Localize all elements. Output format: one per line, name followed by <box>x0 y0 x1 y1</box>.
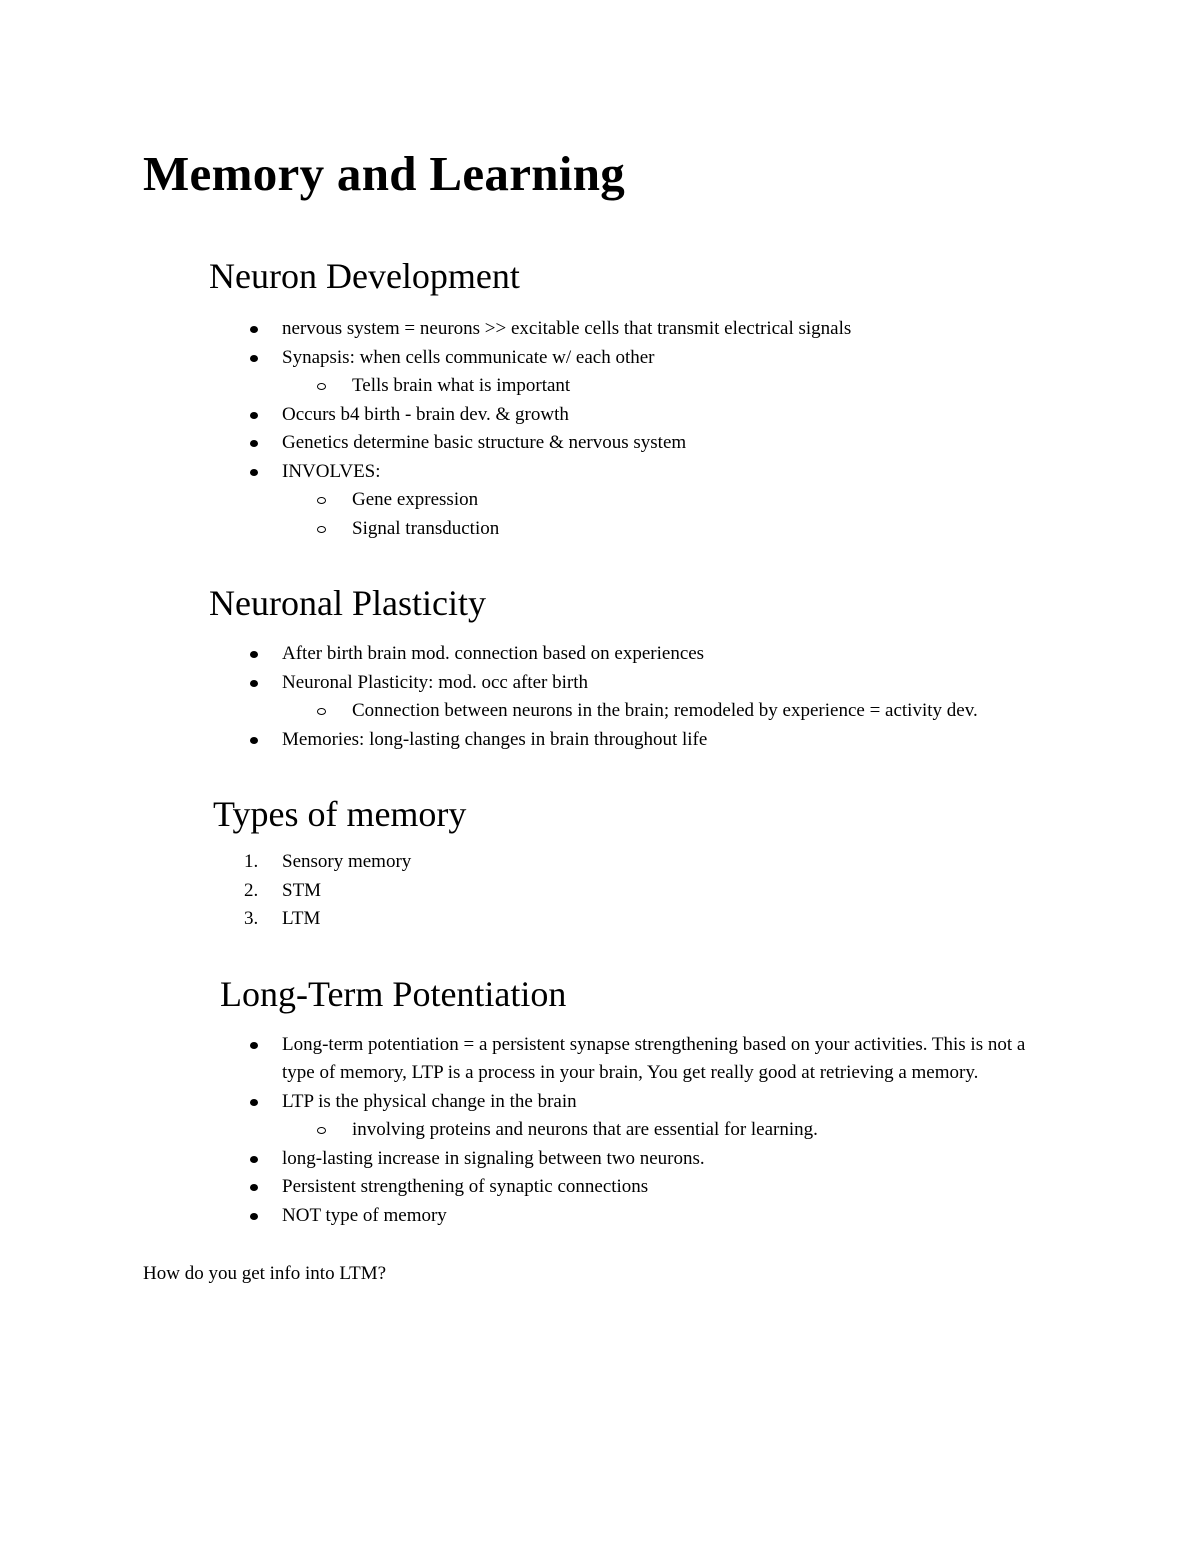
bullet-icon <box>250 1099 258 1106</box>
list-item: LTP is the physical change in the brain <box>209 1088 1060 1117</box>
footer-question: How do you get info into LTM? <box>143 1263 387 1284</box>
sub-list-item: involving proteins and neurons that are essential for learning. <box>209 1116 1060 1145</box>
bullet-icon <box>250 1184 258 1191</box>
list-item: long-lasting increase in signaling between two neurons. <box>209 1145 1060 1174</box>
section-long-term-potentiation <box>143 972 1060 1231</box>
list-item: nervous system = neurons >> excitable cells that transmit electrical signals <box>209 315 1060 344</box>
section-heading: Neuronal Plasticity <box>209 583 486 623</box>
bullet-list <box>209 315 1060 543</box>
bullet-icon <box>250 355 258 362</box>
section-neuron-development <box>143 254 1060 543</box>
numbered-list <box>209 848 1060 934</box>
section-heading: Types of memory <box>213 794 467 834</box>
list-item: Memories: long-lasting changes in brain throughout life <box>209 726 1060 755</box>
bullet-icon <box>250 1156 258 1163</box>
hollow-bullet-icon <box>317 383 326 390</box>
section-neuronal-plasticity <box>143 581 1060 754</box>
hollow-bullet-icon <box>317 497 326 504</box>
list-item: Genetics determine basic structure & nervous system <box>209 429 1060 458</box>
bullet-icon <box>250 1042 258 1049</box>
list-number: 1. <box>244 851 259 872</box>
bullet-icon <box>250 1213 258 1220</box>
section-heading: Long-Term Potentiation <box>220 973 567 1014</box>
bullet-icon <box>250 469 258 476</box>
sub-list-item: Signal transduction <box>209 515 1060 544</box>
bullet-icon <box>250 412 258 419</box>
list-item: Synapsis: when cells communicate w/ each other <box>209 344 1060 373</box>
hollow-bullet-icon <box>317 708 326 715</box>
list-item: 3. LTM <box>209 905 1060 934</box>
section-types-of-memory <box>143 792 1060 934</box>
list-item: 1. Sensory memory <box>209 848 1060 877</box>
list-item: Occurs b4 birth - brain dev. & growth <box>209 401 1060 430</box>
sub-list-item: Gene expression <box>209 486 1060 515</box>
bullet-list <box>209 640 1060 754</box>
bullet-list <box>209 1031 1060 1231</box>
bullet-icon <box>250 651 258 658</box>
list-item: Neuronal Plasticity: mod. occ after birth <box>209 669 1060 698</box>
sub-list-item: Tells brain what is important <box>209 372 1060 401</box>
list-item: Long-term potentiation = a persistent synapse strengthening based on your activities. This is not a type of memory, LTP is a process in your brain, You get really good at retrieving a memory. <box>209 1031 1060 1088</box>
list-number: 2. <box>244 879 259 901</box>
bullet-icon <box>250 680 258 687</box>
list-item: Persistent strengthening of synaptic connections <box>209 1173 1060 1202</box>
hollow-bullet-icon <box>317 526 326 533</box>
list-item: NOT type of memory <box>209 1202 1060 1231</box>
bullet-icon <box>250 737 258 744</box>
list-item: 2. STM <box>209 877 1060 906</box>
bullet-icon <box>250 440 258 447</box>
section-heading: Neuron Development <box>209 256 520 296</box>
list-number: 3. <box>244 908 259 929</box>
list-item: After birth brain mod. connection based on experiences <box>209 640 1060 669</box>
hollow-bullet-icon <box>317 1127 326 1134</box>
bullet-icon <box>250 326 258 333</box>
list-item: INVOLVES: <box>209 458 1060 487</box>
sub-list-item: Connection between neurons in the brain; remodeled by experience = activity dev. <box>209 697 1060 726</box>
page-title: Memory and Learning <box>143 146 626 201</box>
